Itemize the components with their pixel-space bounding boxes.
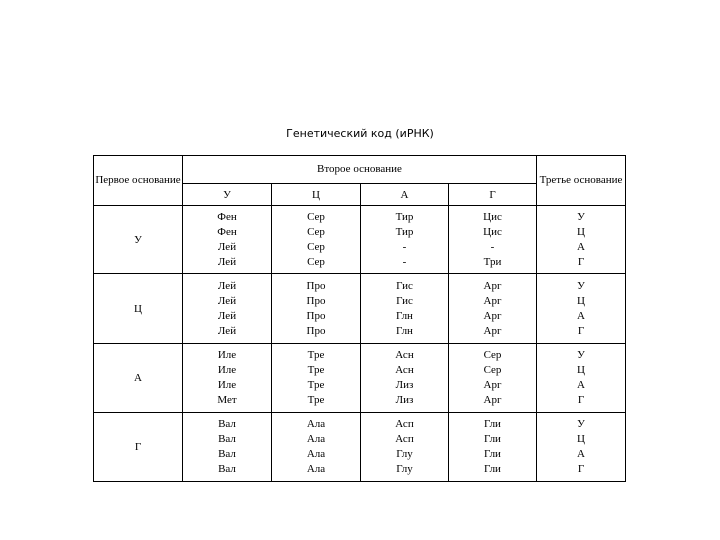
- amino-acid: Лей: [217, 309, 237, 322]
- third-base: Г: [577, 394, 585, 406]
- amino-acid: Арг: [483, 394, 502, 406]
- second-base-u: У: [183, 184, 272, 206]
- amino-acid-cell: [272, 206, 361, 274]
- third-base: Ц: [577, 225, 585, 238]
- amino-acid: Вал: [218, 463, 236, 475]
- third-base: Ц: [577, 364, 585, 376]
- amino-acid: Фен: [217, 210, 237, 223]
- amino-acid-cell: [183, 344, 272, 413]
- third-base: А: [577, 240, 585, 253]
- third-base: Ц: [577, 294, 585, 307]
- codon-row: [94, 274, 626, 344]
- amino-acid: Глу: [396, 463, 413, 475]
- amino-acid: Арг: [483, 379, 502, 391]
- codon-row: [94, 413, 626, 482]
- third-base: У: [577, 210, 585, 223]
- amino-acid: Лей: [217, 255, 237, 268]
- amino-acid: Арг: [483, 324, 502, 337]
- amino-acid-cell: [449, 344, 537, 413]
- amino-acid: Глн: [396, 324, 413, 337]
- third-base-cell: [537, 413, 626, 482]
- table-title: Генетический код (иРНК): [286, 127, 434, 140]
- third-base: У: [577, 279, 585, 292]
- amino-acid: Гли: [484, 433, 501, 445]
- first-base-cell: Г: [94, 413, 183, 482]
- amino-acid-cell: [449, 274, 537, 344]
- amino-acid: Тир: [395, 210, 414, 223]
- amino-acid: Лей: [217, 279, 237, 292]
- amino-acid: Вал: [218, 433, 236, 445]
- amino-acid: Ала: [306, 463, 326, 475]
- amino-acid-cell: [183, 206, 272, 274]
- codon-row: [94, 206, 626, 274]
- amino-acid: Гли: [484, 463, 501, 475]
- third-base: Г: [577, 255, 585, 268]
- header-row: [94, 156, 626, 184]
- amino-acid: Асн: [395, 364, 414, 376]
- amino-acid: Арг: [483, 279, 502, 292]
- first-base-header: Первое основание: [94, 156, 183, 206]
- amino-acid-cell: [361, 206, 449, 274]
- amino-acid: Гли: [484, 418, 501, 430]
- amino-acid: Про: [306, 279, 326, 292]
- amino-acid: Лей: [217, 324, 237, 337]
- third-base-cell: [537, 206, 626, 274]
- amino-acid: Сер: [483, 349, 502, 361]
- amino-acid-cell: [449, 206, 537, 274]
- amino-acid: Гли: [484, 448, 501, 460]
- third-base: У: [577, 349, 585, 361]
- amino-acid: Лей: [217, 240, 237, 253]
- third-base-cell: [537, 274, 626, 344]
- amino-acid: Глн: [396, 309, 413, 322]
- amino-acid: Вал: [218, 448, 236, 460]
- amino-acid: Цис: [483, 210, 502, 223]
- amino-acid: Лиз: [395, 394, 414, 406]
- amino-acid: Иле: [217, 379, 237, 391]
- amino-acid: Тир: [395, 225, 414, 238]
- amino-acid-cell: [272, 274, 361, 344]
- amino-acid: Цис: [483, 225, 502, 238]
- amino-acid: Лиз: [395, 379, 414, 391]
- second-base-header: Второе основание: [183, 156, 537, 184]
- amino-acid: Иле: [217, 349, 237, 361]
- third-base: У: [577, 418, 585, 430]
- amino-acid: Глу: [396, 448, 413, 460]
- amino-acid: Тре: [307, 349, 325, 361]
- third-base: А: [577, 448, 585, 460]
- third-base-cell: [537, 344, 626, 413]
- amino-acid-cell: [361, 274, 449, 344]
- amino-acid: Ала: [306, 448, 326, 460]
- amino-acid-cell: [361, 344, 449, 413]
- amino-acid: Гис: [396, 279, 413, 292]
- third-base: Ц: [577, 433, 585, 445]
- amino-acid-cell: [183, 413, 272, 482]
- amino-acid: Асн: [395, 349, 414, 361]
- third-base-header: Третье основание: [537, 156, 626, 206]
- third-base: Г: [577, 463, 585, 475]
- amino-acid: Сер: [307, 255, 325, 268]
- amino-acid: -: [402, 255, 407, 268]
- second-base-c: Ц: [272, 184, 361, 206]
- amino-acid: Гис: [396, 294, 413, 307]
- first-base-cell: У: [94, 206, 183, 274]
- genetic-code-table: [93, 155, 626, 482]
- amino-acid: -: [402, 240, 407, 253]
- amino-acid-cell: [272, 344, 361, 413]
- third-base: А: [577, 309, 585, 322]
- amino-acid: Три: [483, 255, 502, 268]
- amino-acid: Вал: [218, 418, 236, 430]
- amino-acid-cell: [361, 413, 449, 482]
- third-base: Г: [577, 324, 585, 337]
- amino-acid: Фен: [217, 225, 237, 238]
- amino-acid: -: [490, 240, 495, 253]
- second-base-g: Г: [449, 184, 537, 206]
- amino-acid: Иле: [217, 364, 237, 376]
- first-base-cell: Ц: [94, 274, 183, 344]
- amino-acid: Сер: [483, 364, 502, 376]
- amino-acid: Тре: [307, 379, 325, 391]
- amino-acid: Ала: [306, 433, 326, 445]
- amino-acid: Сер: [307, 210, 325, 223]
- amino-acid: Сер: [307, 225, 325, 238]
- amino-acid: Тре: [307, 394, 325, 406]
- amino-acid: Сер: [307, 240, 325, 253]
- amino-acid-cell: [183, 274, 272, 344]
- amino-acid: Ала: [306, 418, 326, 430]
- amino-acid-cell: [449, 413, 537, 482]
- codon-row: [94, 344, 626, 413]
- amino-acid: Асп: [395, 418, 414, 430]
- amino-acid: Асп: [395, 433, 414, 445]
- amino-acid: Лей: [217, 294, 237, 307]
- amino-acid: Про: [306, 324, 326, 337]
- first-base-cell: А: [94, 344, 183, 413]
- amino-acid: Арг: [483, 309, 502, 322]
- amino-acid: Мет: [217, 394, 237, 406]
- amino-acid-cell: [272, 413, 361, 482]
- second-base-a: А: [361, 184, 449, 206]
- amino-acid: Арг: [483, 294, 502, 307]
- amino-acid: Тре: [307, 364, 325, 376]
- amino-acid: Про: [306, 309, 326, 322]
- amino-acid: Про: [306, 294, 326, 307]
- third-base: А: [577, 379, 585, 391]
